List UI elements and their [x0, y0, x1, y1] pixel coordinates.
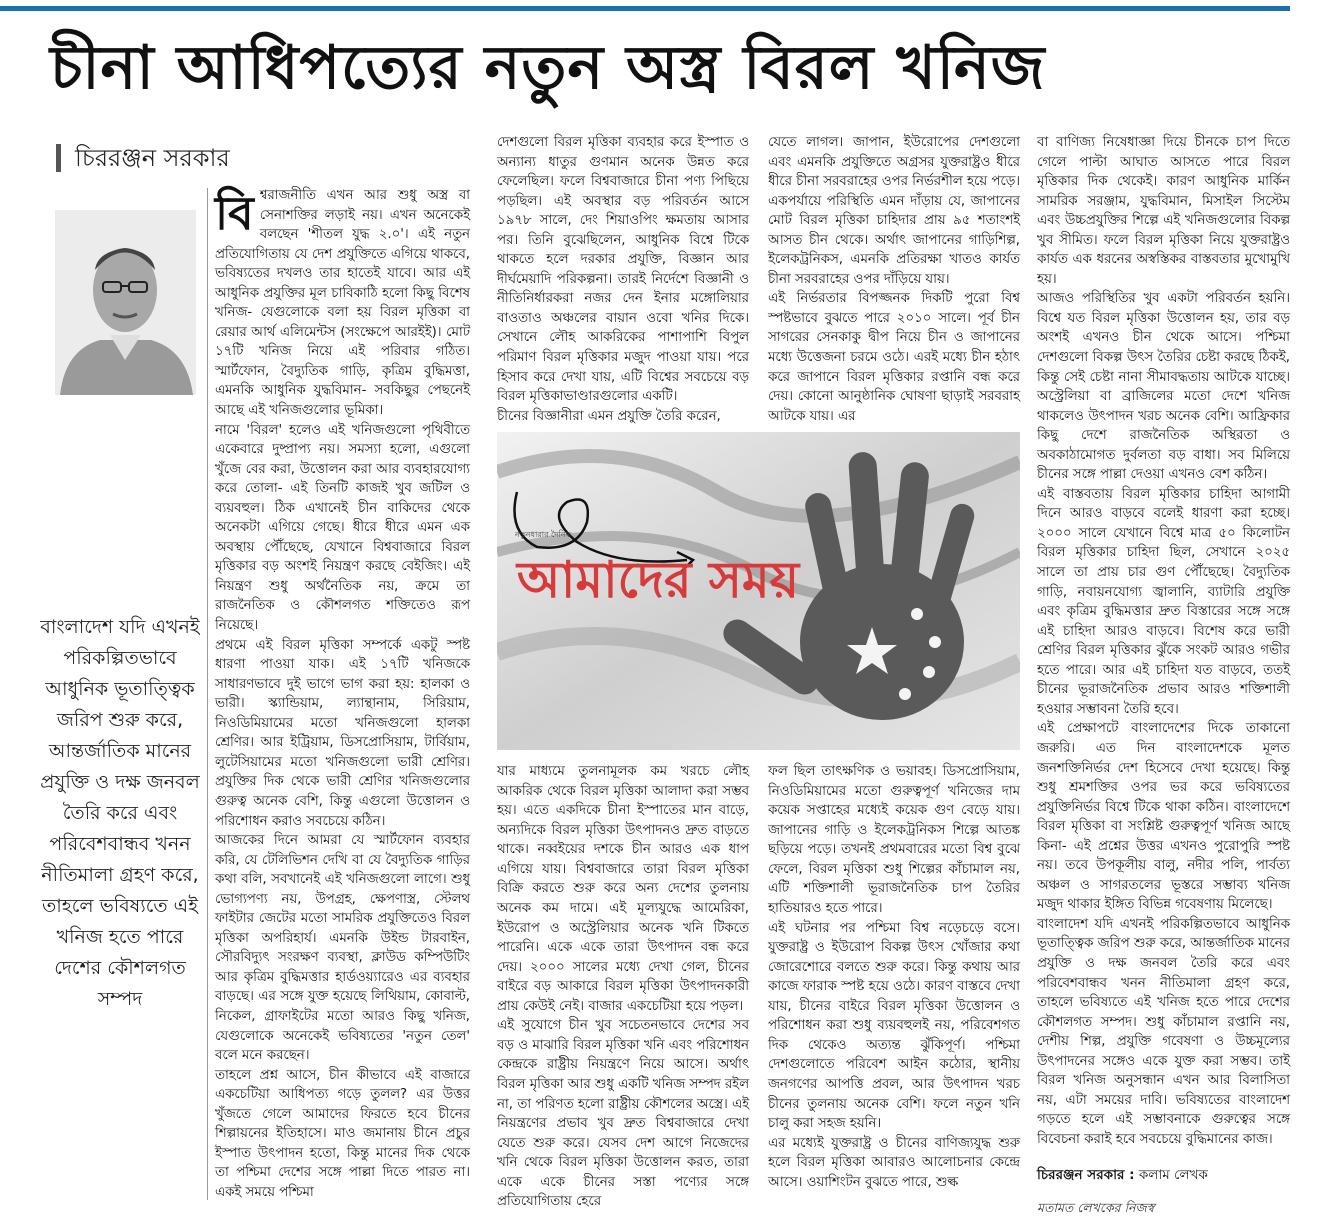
watermark-tagline: নতুনধারার দৈনিক	[515, 530, 572, 540]
paragraph: ফল ছিল তাৎক্ষণিক ও ভয়াবহ। ডিসপ্রোসিয়াম, নিওডিমিয়ামের মতো গুরুত্বপূর্ণ খনিজের দাম কয়েক সপ্তাহের মধ্যেই কয়েক গুণ বেড়ে যায়। জাপানের গাড়ি ও ইলেকট্রনিকস শিল্পে আতঙ্ক ছড়িয়ে পড়ে। তখনই প্রথমবারের মতো বিশ্ব বুঝে ফেলে, বিরল মৃত্তিকা শুধু শিল্পের কাঁচামাল নয়, এটি শক্তিশালী ভূরাজনৈতিক চাপ তৈরির হাতিয়ারও হতে পারে।	[768, 764, 1020, 917]
middle-top-row	[497, 133, 1020, 426]
right-column	[1037, 133, 1290, 1217]
author-credit	[1037, 1165, 1290, 1185]
middle-columns	[497, 133, 1020, 1212]
article-column-3-bottom	[768, 762, 1020, 1192]
article-column-2-top	[497, 133, 749, 426]
paragraph: এর মধ্যেই যুক্তরাষ্ট্র ও চীনের বাণিজ্যযুদ্ধ শুরু হলে বিরল মৃত্তিকা আবারও আলোচনার কেন্দ্রে আসে। ওয়াশিংটন বুঝতে পারে, শুল্ক	[768, 1135, 1020, 1190]
article-column-4	[1037, 133, 1290, 1149]
paragraph: এই নির্ভরতার বিপজ্জনক দিকটি পুরো বিশ্ব স্পষ্টভাবে বুঝতে পারে ২০১০ সালে। পূর্ব চীন সাগরের সেনকাকু দ্বীপ নিয়ে চীন ও জাপানের মধ্যে উত্তেজনা চরমে ওঠে। এরই মধ্যে চীন হঠাৎ করে জাপানে বিরল মৃত্তিকার রপ্তানি বন্ধ করে দেয়। কোনো আনুষ্ঠানিক ঘোষণা ছাড়াই সরবরাহ আটকে যায়। এর	[768, 291, 1020, 424]
paragraph: বা বাণিজ্য নিষেধাজ্ঞা দিয়ে চীনকে চাপ দিতে গেলে পাল্টা আঘাত আসতে পারে বিরল মৃত্তিকার দিক থেকেই। কারণ আধুনিক মার্কিন সামরিক সরঞ্জাম, যুদ্ধবিমান, মিসাইল সিস্টেম এবং উচ্চপ্রযুক্তির শিল্পে এই খনিজগুলোর বিকল্প খুব সীমিত। ফলে বিরল মৃত্তিকা নিয়ে যুক্তরাষ্ট্রও কার্যত এক ধরনের অস্বস্তিকর বাস্তবতার মুখোমুখি হয়।	[1037, 135, 1290, 287]
author-photo	[55, 210, 196, 395]
paragraph: শ্বরাজনীতি এখন আর শুধু অস্ত্র বা সেনাশক্তির লড়াই নয়। এখন অনেকেই বলছেন 'শীতল যুদ্ধ ২.০'। এই নতুন প্রতিযোগিতায় যে দেশ প্রযুক্তিতে এগিয়ে থাকবে, ভবিষ্যতের দখলও তার হাতেই যাবে। আর এই আধুনিক প্রযুক্তির মূল চাবিকাঠি হলো কিছু বিশেষ খনিজ- যেগুলোকে বলা হয় বিরল মৃত্তিকা বা রেয়ার আর্থ এলিমেন্টস (সংক্ষেপে আরইই)। মোট ১৭টি খনিজ নিয়ে এই পরিবার গঠিত। স্মার্টফোন, বৈদ্যুতিক গাড়ি, কৃত্রিম বুদ্ধিমত্তা, এমনকি আধুনিক যুদ্ধবিমান- সবকিছুর পেছনেই আছে এই খনিজগুলোর ভূমিকা।	[215, 188, 470, 419]
drop-cap: বি	[215, 186, 254, 240]
paragraph: দেশগুলো বিরল মৃত্তিকা ব্যবহার করে ইস্পাত ও অন্যান্য ধাতুর গুণমান অনেক উন্নত করে ফেলেছিল। ফলে বিশ্ববাজারে চীনা পণ্য পিছিয়ে পড়ছিল। এই অবস্থার বড় পরিবর্তন আসে ১৯৭৮ সালে, দেং শিয়াওপিং ক্ষমতায় আসার পর। তিনি বুঝেছিলেন, আধুনিক বিশ্বে টিকে থাকতে হলে দরকার প্রযুক্তি, বিজ্ঞান আর দীর্ঘমেয়াদি পরিকল্পনা। তারই নির্দেশে বিজ্ঞানী ও নীতিনির্ধারকরা নজর দেন ইনার মঙ্গোলিয়ার বাওতাও অঞ্চলের বায়ান ওবো খনির দিকে। সেখানে লৌহ আকরিকের পাশাপাশি বিপুল পরিমাণ বিরল মৃত্তিকার মজুদ পাওয়া যায়। পরে হিসাব করে দেখা যায়, এটি বিশ্বের সবচেয়ে বড় বিরল মৃত্তিকাভাণ্ডারগুলোর একটি।	[497, 135, 749, 405]
paragraph: এই প্রেক্ষাপটে বাংলাদেশের দিকে তাকানো জরুরি। এত দিন বাংলাদেশকে মূলত জনশক্তিনির্ভর দেশ হিসেবে দেখা হয়েছে। কিন্তু শুধু শ্রমশক্তির ওপর ভর করে ভবিষ্যতের প্রযুক্তিনির্ভর বিশ্বে টিকে থাকা কঠিন। বাংলাদেশে বিরল মৃত্তিকা বা সংশ্লিষ্ট গুরুত্বপূর্ণ খনিজ আছে কিনা- এই প্রশ্নের উত্তর এখনও পুরোপুরি স্পষ্ট নয়। তবে উপকূলীয় বালু, নদীর পলি, পার্বত্য অঞ্চল ও সাগরতলের ভূস্তরে সম্ভাব্য খনিজ মজুদ থাকার ইঙ্গিত বিভিন্ন গবেষণায় মিলেছে।	[1037, 721, 1290, 913]
paragraph: যেতে লাগল। জাপান, ইউরোপের দেশগুলো এবং এমনকি প্রযুক্তিতে অগ্রসর যুক্তরাষ্ট্রও ধীরে ধীরে চীনা সরবরাহের ওপর নির্ভরশীল হয়ে পড়ে। একপর্যায়ে পরিস্থিতি এমন দাঁড়ায় যে, জাপানের মোট বিরল মৃত্তিকা চাহিদার প্রায় ৯৫ শতাংশই আসত চীন থেকে। অর্থাৎ জাপানের গাড়িশিল্প, ইলেকট্রনিকস, এমনকি প্রতিরক্ষা খাতও কার্যত চীনা সরবরাহের ওপর দাঁড়িয়ে যায়।	[768, 135, 1020, 287]
byline-author: চিররঞ্জন সরকার	[75, 144, 230, 172]
paragraph: আজকের দিনে আমরা যে স্মার্টফোন ব্যবহার করি, যে টেলিভিশন দেখি বা যে বৈদ্যুতিক গাড়ির কথা বলি, সবখানেই এই খনিজগুলো লাগে। শুধু ভোগ্যপণ্য নয়, উপগ্রহ, ক্ষেপণাস্ত্র, স্টেলথ ফাইটার জেটের মতো সামরিক প্রযুক্তিতেও বিরল মৃত্তিকা অপরিহার্য। এমনকি উইন্ড টারবাইন, সৌরবিদ্যুৎ সংরক্ষণ ব্যবস্থা, ক্লাউড কম্পিউটিং আর কৃত্রিম বুদ্ধিমত্তার হার্ডওয়্যারেও এর ব্যবহার বাড়ছে। এর সঙ্গে যুক্ত হয়েছে লিথিয়াম, কোবাল্ট, নিকেল, গ্রাফাইটের মতো আরও কিছু খনিজ, যেগুলোকে অনেকেই ভবিষ্যতের 'নতুন তেল' বলে মনে করছেন।	[215, 833, 470, 1064]
paragraph: চীনের বিজ্ঞানীরা এমন প্রযুক্তি তৈরি করেন,	[497, 408, 721, 424]
paragraph: এই ঘটনার পর পশ্চিমা বিশ্ব নড়েচড়ে বসে। যুক্তরাষ্ট্র ও ইউরোপ বিকল্প উৎস খোঁজার কথা জোরেশোরে বলতে শুরু করে। কিন্তু কথায় আর কাজে ফারাক স্পষ্ট হয়ে ওঠে। কারণ বাস্তবে দেখা যায়, চীনের বাইরে বিরল মৃত্তিকা উত্তোলন ও পরিশোধন করা শুধু ব্যয়বহুলই নয়, পরিবেশগত দিক থেকেও অত্যন্ত ঝুঁকিপূর্ণ। পশ্চিমা দেশগুলোতে পরিবেশ আইন কঠোর, স্থানীয় জনগণের আপত্তি প্রবল, আর উৎপাদন খরচ চীনের তুলনায় অনেক বেশি। ফলে নতুন খনি চালু করা সহজ হয়নি।	[768, 920, 1020, 1132]
pull-quote: বাংলাদেশ যদি এখনই পরিকল্পিতভাবে আধুনিক ভূতাত্ত্বিক জরিপ শুরু করে, আন্তর্জাতিক মানের প্রযুক্তি ও দক্ষ জনবল তৈরি করে এবং পরিবেশবান্ধব খনন নীতিমালা গ্রহণ করে, তাহলে ভবিষ্যতে এই খনিজ হতে পারে দেশের কৌশলগত সম্পদ	[40, 616, 200, 1010]
byline-bar	[56, 144, 61, 172]
watermark-logo: আমাদের সময়	[517, 551, 800, 610]
article-illustration	[497, 432, 1020, 750]
author-credit-name: চিররঞ্জন সরকার :	[1037, 1167, 1135, 1184]
paragraph: প্রথমে এই বিরল মৃত্তিকা সম্পর্কে একটু স্পষ্ট ধারণা পাওয়া যাক। এই ১৭টি খনিজকে সাধারণভাবে দুই ভাগে ভাগ করা হয়: হালকা ও ভারী। স্ক্যান্ডিয়াম, ল্যান্থানাম, সিরিয়াম, নিওডিমিয়ামের মতো খনিজগুলো হালকা শ্রেণির। আর ইট্রিয়াম, ডিসপ্রোসিয়াম, টার্বিয়াম, লুটেসিয়ামের মতো খনিজগুলো ভারী শ্রেণির। প্রযুক্তির দিক থেকে ভারী শ্রেণির খনিজগুলোর গুরুত্ব অনেক বেশি, কিন্তু এগুলো উত্তোলন ও পরিশোধন করাও সবচেয়ে কঠিন।	[215, 637, 470, 829]
article-column-1	[215, 186, 470, 1202]
paragraph: বাংলাদেশ যদি এখনই পরিকল্পিতভাবে আধুনিক ভূতাত্ত্বিক জরিপ শুরু করে, আন্তর্জাতিক মানের প্রযুক্তি ও দক্ষ জনবল তৈরি করে এবং পরিবেশবান্ধব খনন নীতিমালা গ্রহণ করে, তাহলে ভবিষ্যতে এই খনিজ হতে পারে দেশের কৌশলগত সম্পদ। শুধু কাঁচামাল রপ্তানি নয়, দেশীয় শিল্প, প্রযুক্তি গবেষণা ও উচ্চমূল্যের উৎপাদনের সঙ্গেও একে যুক্ত করা সম্ভব। তাই বিরল খনিজ অনুসন্ধান এখন আর বিলাসিতা নয়, এটা সময়ের দাবি। ভবিষ্যতের বাংলাদেশ গড়তে হলে এই সম্ভাবনাকে গুরুত্বের সঙ্গে বিবেচনা করাই হবে সবচেয়ে বুদ্ধিমানের কাজ।	[1037, 916, 1290, 1147]
paragraph: যার মাধ্যমে তুলনামূলক কম খরচে লৌহ আকরিক থেকে বিরল মৃত্তিকা আলাদা করা সম্ভব হয়। এতে একদিকে চীনা ইস্পাতের মান বাড়ে, অন্যদিকে বিরল মৃত্তিকা উৎপাদনও দ্রুত বাড়তে থাকে। নব্বইয়ের দশকে চীন আরও এক ধাপ এগিয়ে যায়। বিশ্ববাজারে তারা বিরল মৃত্তিকা বিক্রি করতে শুরু করে অন্য দেশের তুলনায় অনেক কম দামে। এই মূল্যযুদ্ধে আমেরিকা, ইউরোপ ও অস্ট্রেলিয়ার অনেক খনি টিকতে পারেনি। একে একে তারা উৎপাদন বন্ধ করে দেয়। ২০০০ সালের মধ্যে দেখা গেল, চীনের বাইরে বড় আকারে বিরল মৃত্তিকা উৎপাদনকারী প্রায় কেউই নেই। বাজার একচেটিয়া হয়ে পড়ল।	[497, 764, 749, 1014]
paragraph: এই সুযোগে চীন খুব সচেতনভাবে দেশের সব বড় ও মাঝারি বিরল মৃত্তিকা খনি এবং পরিশোধন কেন্দ্রকে রাষ্ট্রীয় নিয়ন্ত্রণে নিয়ে আসে। অর্থাৎ বিরল মৃত্তিকা আর শুধু একটি খনিজ সম্পদ রইল না, তা পরিণত হলো রাষ্ট্রীয় কৌশলের অস্ত্রে। এই নিয়ন্ত্রণের প্রভাব খুব দ্রুত বিশ্ববাজারে দেখা যেতে শুরু করে। যেসব দেশ আগে নিজেদের খনি থেকে বিরল মৃত্তিকা উত্তোলন করত, তারা একে একে চীনের সস্তা পণ্যের সঙ্গে প্রতিযোগিতায় হেরে	[497, 1018, 749, 1210]
paragraph: তাহলে প্রশ্ন আসে, চীন কীভাবে এই বাজারে একচেটিয়া আধিপত্য গড়ে তুলল? এর উত্তর খুঁজতে গেলে আমাদের ফিরতে হবে চীনের শিল্পায়নের ইতিহাসে। মাও জমানায় চীনে প্রচুর ইস্পাত উৎপাদন হতো, কিন্তু মানের দিক থেকে তা পশ্চিমা দেশের সঙ্গে পাল্লা দিতে পারত না। একই সময়ে পশ্চিমা	[215, 1067, 470, 1200]
middle-bottom-row	[497, 762, 1020, 1212]
paragraph: আজও পরিস্থিতির খুব একটা পরিবর্তন হয়নি। বিশ্বে যত বিরল মৃত্তিকা উত্তোলন হয়, তার বড় অংশই এখনও চীন থেকে আসে। পশ্চিমা দেশগুলো বিকল্প উৎস তৈরির চেষ্টা করছে ঠিকই, কিন্তু সেই চেষ্টা নানা সীমাবদ্ধতায় আটকে যাচ্ছে। অস্ট্রেলিয়া বা ব্রাজিলের মতো দেশে খনিজ থাকলেও উৎপাদন খরচ অনেক বেশি। আফ্রিকার কিছু দেশে রাজনৈতিক অস্থিরতা ও অবকাঠামোগত দুর্বলতা বড় বাধা। সব মিলিয়ে চীনের সঙ্গে পাল্লা দেওয়া এখনও বেশ কঠিন।	[1037, 291, 1290, 483]
column-divider	[207, 188, 208, 1200]
article-column-2-bottom	[497, 762, 749, 1212]
article-column-3-top	[768, 133, 1020, 426]
author-credit-role: কলাম লেখক	[1138, 1167, 1208, 1184]
headline: চীনা আধিপত্যের নতুন অস্ত্র বিরল খনিজ	[50, 33, 1046, 103]
paragraph: এই বাস্তবতায় বিরল মৃত্তিকার চাহিদা আগামী দিনে আরও বাড়বে বলেই ধারণা করা হচ্ছে। ২০০০ সালে যেখানে বিশ্বে মাত্র ৫০ কিলোটন বিরল মৃত্তিকার চাহিদা ছিল, সেখানে ২০২৫ সালে তা প্রায় চার গুণ পৌঁছেছে। বৈদ্যুতিক গাড়ি, নবায়নযোগ্য জ্বালানি, ব্যাটারি প্রযুক্তি এবং কৃত্রিম বুদ্ধিমত্তার দ্রুত বিস্তারের সঙ্গে সঙ্গে এই চাহিদা আরও বাড়বে। বিশেষ করে ভারী শ্রেণির বিরল মৃত্তিকার ঝুঁকে সংকট আরও গভীর হতে পারে। আর এই চাহিদা যত বাড়বে, ততই চীনের ভূরাজনৈতিক প্রভাব আরও শক্তিশালী হওয়ার সম্ভাবনা তৈরি হবে।	[1037, 486, 1290, 717]
paragraph: নামে 'বিরল' হলেও এই খনিজগুলো পৃথিবীতে একেবারে দুষ্প্রাপ্য নয়। সমস্যা হলো, এগুলো খুঁজে বের করা, উত্তোলন করা আর ব্যবহারযোগ্য করে তোলা- এই তিনটি কাজই খুব জটিল ও ব্যয়বহুল। ঠিক এখানেই চীন বাকিদের থেকে অনেকটা এগিয়ে গেছে। ধীরে ধীরে এমন এক অবস্থায় পৌঁছেছে, যেখানে বিশ্ববাজারে বিরল মৃত্তিকার বড় অংশই নিয়ন্ত্রণ করছে বেইজিং। এই নিয়ন্ত্রণ শুধু অর্থনৈতিক নয়, ক্রমে তা রাজনৈতিক ও কৌশলগত শক্তিতেও রূপ নিয়েছে।	[215, 422, 470, 634]
top-rule	[0, 6, 1290, 11]
opinion-disclaimer: মতামত লেখকের নিজস্ব	[1037, 1200, 1155, 1216]
byline	[56, 143, 230, 173]
